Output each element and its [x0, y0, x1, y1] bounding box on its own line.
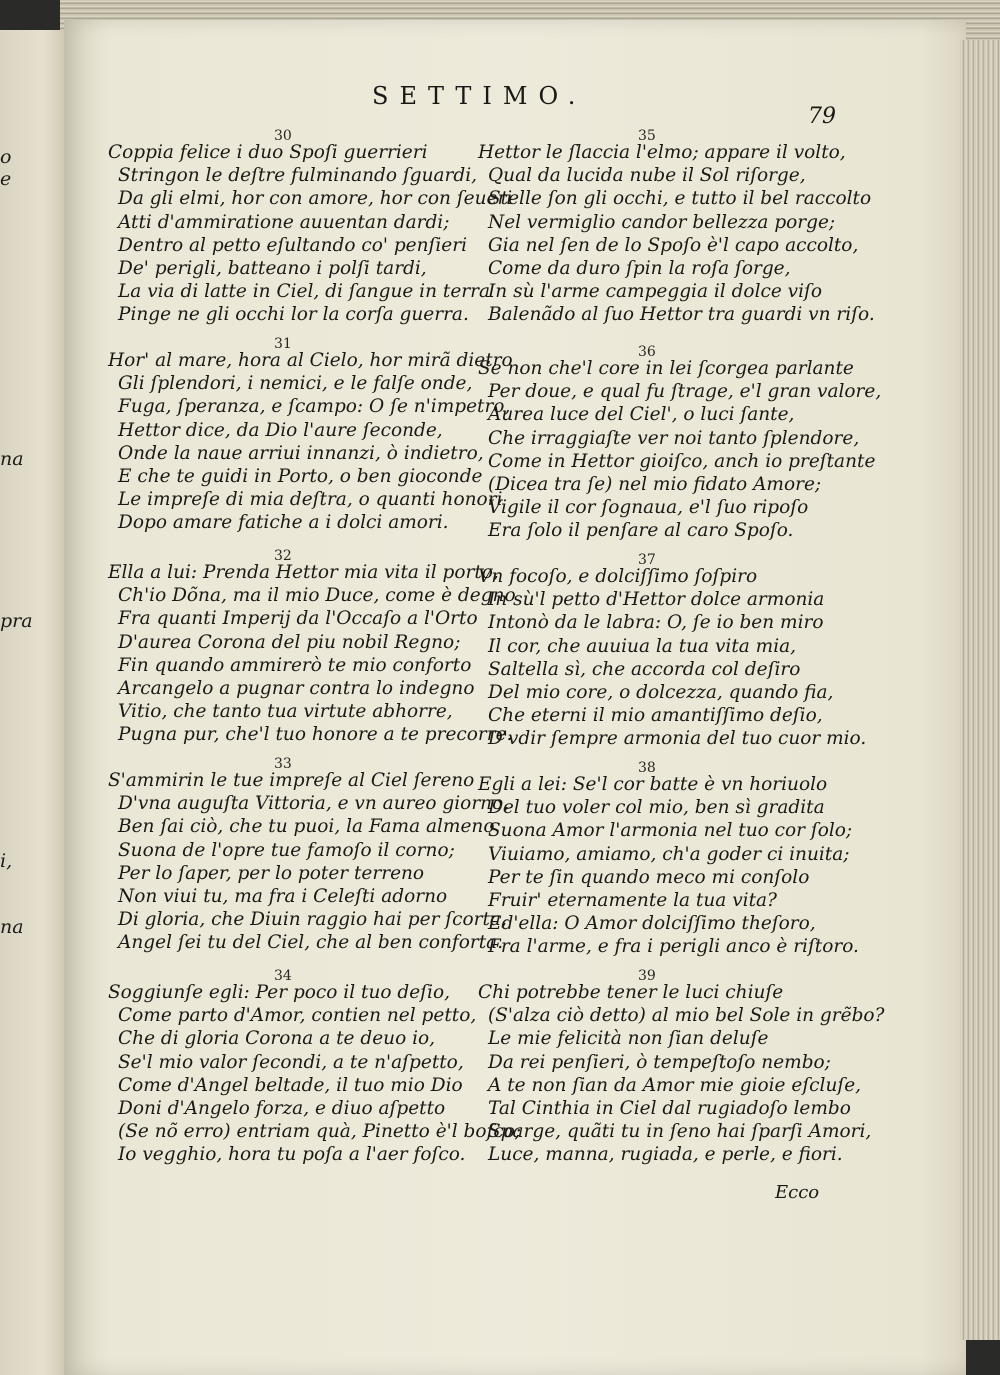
- verse-line: D'vdir ſempre armonia del tuo cuor mio.: [488, 728, 867, 750]
- verse-line: Tal Cinthia in Ciel dal rugiadoſo lembo: [488, 1098, 851, 1119]
- stanza-number: 31: [274, 336, 292, 352]
- verse-line: In sù l'arme campeggia il dolce viſo: [488, 281, 823, 303]
- verse-line: Che eterni il mio amantiſſimo deſio,: [488, 705, 823, 727]
- verse-line: Pugna pur, che'l tuo honore a te precorre.: [118, 724, 513, 746]
- verse-line: Dopo amare fatiche a i dolci amori.: [118, 512, 449, 534]
- verse-line: (Se nõ erro) entriam quà, Pinetto è'l boſco;: [118, 1121, 522, 1143]
- margin-fragment: e: [0, 168, 12, 190]
- verse-line: Chi potrebbe tener le luci chiuſe: [478, 982, 784, 1003]
- verse-line: Intonò da le labra: O, ſe io ben miro: [488, 612, 824, 634]
- verse-line: Ch'io Dõna, ma il mio Duce, come è degno: [118, 585, 516, 607]
- verse-line: Del mio core, o dolcezza, quando fia,: [488, 682, 834, 703]
- verse-line: Le mie felicità non ſian deluſe: [488, 1028, 769, 1050]
- margin-fragment: o: [0, 146, 12, 168]
- verse-line: Per lo ſaper, per lo poter terreno: [118, 862, 425, 884]
- margin-fragment: na: [0, 916, 24, 938]
- verse-line: Fra l'arme, e fra i perigli anco è riſtoro.: [488, 936, 859, 958]
- verse-line: Nel vermiglio candor bellezza porge;: [488, 211, 836, 233]
- verse-line: Fruir' eternamente la tua vita?: [488, 890, 777, 911]
- margin-fragment: pra: [0, 610, 33, 632]
- verse-line: Come in Hettor gioiſco, anch io preſtante: [488, 450, 876, 472]
- verse-line: Stelle ſon gli occhi, e tutto il bel raccolto: [488, 188, 872, 210]
- verse-line: Aurea luce del Ciel', o luci ſante,: [488, 404, 795, 426]
- verse-line: (Dicea tra ſe) nel mio fidato Amore;: [488, 474, 822, 495]
- verse-line: Dentro al petto eſultando co' penſieri: [118, 234, 468, 256]
- verse-line: Balenãdo al ſuo Hettor tra guardi vn riſo.: [488, 304, 875, 326]
- verse-line: Saltella sì, che accorda col deſiro: [488, 658, 801, 680]
- verse-line: Che di gloria Corona a te deuo io,: [118, 1028, 436, 1050]
- stanza-number: 36: [638, 344, 656, 360]
- catchword: Ecco: [775, 1182, 820, 1203]
- verse-line: Gia nel ſen de lo Spoſo è'l capo accolto,: [488, 234, 859, 256]
- running-title: SETTIMO.: [372, 82, 587, 110]
- verse-line: Stringon le deſtre fulminando ſguardi,: [118, 165, 478, 187]
- verse-line: Egli a lei: Se'l cor batte è vn horiuolo: [478, 774, 828, 795]
- verse-line: Pinge ne gli occhi lor la corſa guerra.: [118, 304, 469, 326]
- verse-line: Se'l mio valor ſecondi, a te n'aſpetto,: [118, 1051, 464, 1073]
- verse-line: Per te ſin quando meco mi conſolo: [488, 866, 810, 888]
- verse-line: Da gli elmi, hor con amore, hor con ſeueri: [118, 188, 513, 210]
- verse-line: Onde la naue arriui innanzi, ò indietro,: [118, 442, 484, 464]
- stanza-number: 33: [274, 756, 292, 772]
- verse-line: D'vna auguſta Vittoria, e vn aureo giorno,: [118, 793, 510, 815]
- verse-line: Fra quanti Imperij da l'Occaſo a l'Orto: [118, 608, 478, 630]
- verse-line: Fin quando ammirerò te mio conforto: [118, 654, 472, 676]
- verse-line: Se non che'l core in lei ſcorgea parlante: [478, 358, 854, 379]
- verse-line: Del tuo voler col mio, ben sì gradita: [488, 797, 825, 819]
- verse-line: Gli ſplendori, i nemici, e le falſe onde,: [118, 373, 473, 395]
- verse-line: Il cor, che auuiua la tua vita mia,: [488, 635, 797, 657]
- verse-line: Suona de l'opre tue famoſo il corno;: [118, 839, 455, 861]
- verse-line: Che irraggiaſte ver noi tanto ſplendore,: [488, 427, 860, 449]
- stanza-number: 32: [274, 548, 292, 564]
- page-number: 79: [808, 104, 836, 129]
- verse-line: D'aurea Corona del piu nobil Regno;: [118, 631, 461, 653]
- verse-line: Doni d'Angelo forza, e diuo aſpetto: [118, 1098, 446, 1119]
- verse-line: Da rei penſieri, ò tempeſtoſo nembo;: [488, 1051, 831, 1073]
- verse-line: Ella a lui: Prenda Hettor mia vita il porto,: [108, 562, 499, 583]
- verse-line: Hor' al mare, hora al Cielo, hor mirã dietro: [108, 350, 513, 371]
- verse-line: Come parto d'Amor, contien nel petto,: [118, 1005, 477, 1027]
- stanza-number: 34: [274, 968, 292, 984]
- stanza-number: 35: [638, 128, 656, 144]
- stanza-number: 30: [274, 128, 292, 144]
- verse-line: Atti d'ammiratione auuentan dardi;: [118, 211, 450, 233]
- verse-line: Fuga, ſperanza, e ſcampo: O ſe n'impetro,: [118, 396, 511, 418]
- left-page-edge: [0, 30, 72, 1375]
- verse-line: Ed'ella: O Amor dolciſſimo theſoro,: [488, 913, 816, 935]
- verse-line: Hettor le ſlaccia l'elmo; appare il volto,: [478, 142, 846, 163]
- verse-line: Angel ſei tu del Ciel, che al ben conforta.: [118, 932, 504, 954]
- verse-line: Hettor dice, da Dio l'aure ſeconde,: [118, 419, 443, 441]
- verse-line: Sparge, quãti tu in ſeno hai ſparſi Amori,: [488, 1121, 872, 1143]
- margin-fragment: i,: [0, 850, 13, 872]
- verse-line: Vn focoſo, e dolciſſimo ſoſpiro: [478, 566, 758, 587]
- verse-line: Come da duro ſpin la roſa ſorge,: [488, 258, 791, 279]
- page-fore-edge: [960, 40, 1000, 1340]
- verse-line: Vitio, che tanto tua virtute abhorre,: [118, 701, 453, 723]
- verse-line: Luce, manna, rugiada, e perle, e fiori.: [488, 1144, 843, 1166]
- verse-line: Vigile il cor ſognaua, e'l ſuo ripoſo: [488, 497, 809, 519]
- verse-line: (S'alza ciò detto) al mio bel Sole in grẽbo?: [488, 1005, 885, 1027]
- verse-line: Viuiamo, amiamo, ch'a goder ci inuita;: [488, 843, 850, 865]
- verse-line: A te non ſian da Amor mie gioie eſcluſe,: [488, 1074, 862, 1096]
- stanza-number: 38: [638, 760, 656, 776]
- verse-line: Non viui tu, ma fra i Celeſti adorno: [118, 886, 448, 907]
- verse-line: Per doue, e qual fu ſtrage, e'l gran valore,: [488, 381, 882, 403]
- verse-line: Le impreſe di mia deſtra, o quanti honori: [118, 489, 503, 511]
- verse-line: Di gloria, che Diuin raggio hai per ſcorta,: [118, 909, 507, 931]
- verse-line: Qual da lucida nube il Sol riſorge,: [488, 165, 806, 187]
- margin-fragment: na: [0, 448, 24, 470]
- verse-line: Coppia felice i duo Spoſi guerrieri: [108, 142, 428, 163]
- verse-line: Soggiunſe egli: Per poco il tuo deſio,: [108, 982, 450, 1003]
- verse-line: Io vegghio, hora tu poſa a l'aer foſco.: [118, 1144, 466, 1166]
- verse-line: Come d'Angel beltade, il tuo mio Dio: [118, 1074, 463, 1096]
- verse-line: Era ſolo il penſare al caro Spoſo.: [488, 520, 794, 542]
- stanza-number: 39: [638, 968, 656, 984]
- verse-line: Arcangelo a pugnar contra lo indegno: [118, 678, 475, 699]
- verse-line: S'ammirin le tue impreſe al Ciel ſereno: [108, 770, 475, 791]
- verse-line: Ben ſai ciò, che tu puoi, la Fama almeno: [118, 816, 495, 838]
- verse-line: Suona Amor l'armonia nel tuo cor ſolo;: [488, 820, 853, 842]
- verse-line: In sù'l petto d'Hettor dolce armonia: [488, 589, 825, 611]
- verse-line: De' perigli, batteano i polſi tardi,: [118, 258, 427, 279]
- stanza-number: 37: [638, 552, 656, 568]
- verse-line: E che te guidi in Porto, o ben gioconde: [118, 466, 483, 487]
- verse-line: La via di latte in Ciel, di ſangue in terra: [118, 281, 490, 303]
